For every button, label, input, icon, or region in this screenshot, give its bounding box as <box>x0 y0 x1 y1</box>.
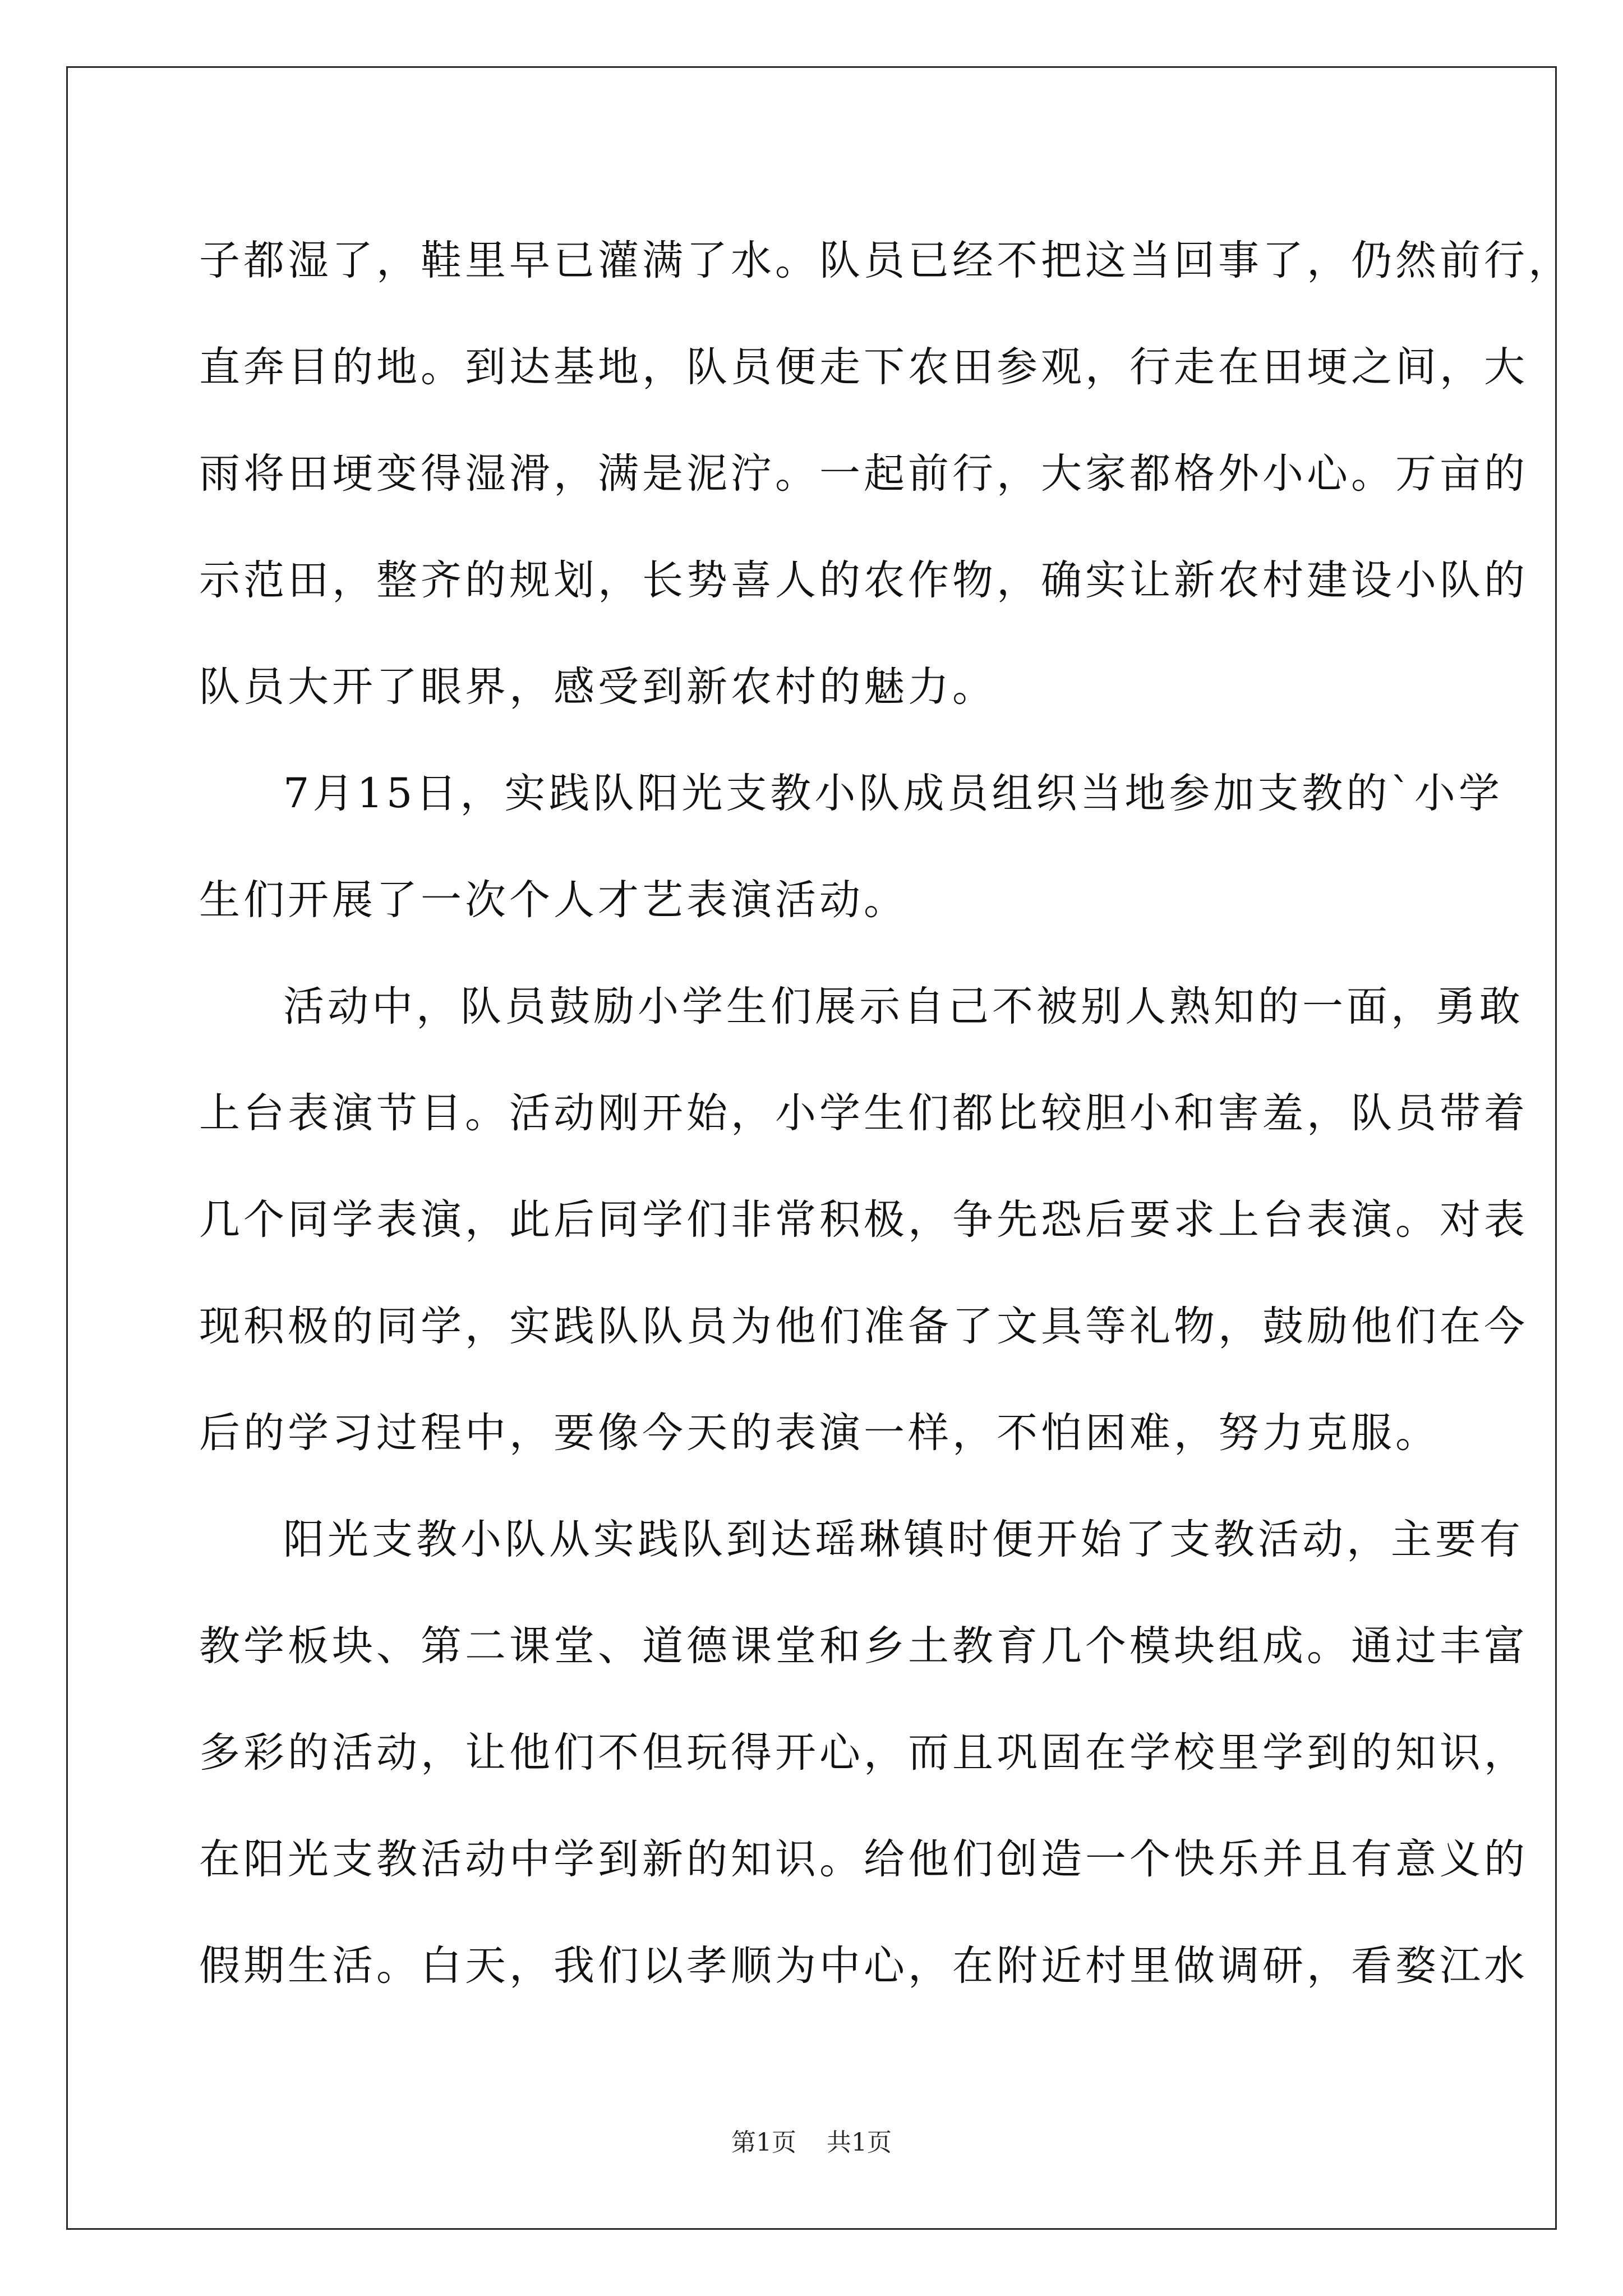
text-line: 子都湿了，鞋里早已灌满了水。队员已经不把这当回事了，仍然前行， <box>199 237 1573 284</box>
document-body <box>199 208 1573 2019</box>
text-line: 多彩的活动，让他们不但玩得开心，而且巩固在学校里学到的知识， <box>199 1729 1528 1777</box>
page-footer <box>0 2126 1623 2160</box>
text-line: 雨将田埂变得湿滑，满是泥泞。一起前行，大家都格外小心。万亩的 <box>199 450 1528 498</box>
text-line: 上台表演节目。活动刚开始，小学生们都比较胆小和害羞，队员带着 <box>199 1089 1528 1137</box>
text-line: 阳光支教小队从实践队到达瑶琳镇时便开始了支教活动，主要有 <box>283 1516 1524 1563</box>
text-line: 几个同学表演，此后同学们非常积极，争先恐后要求上台表演。对表 <box>199 1196 1528 1244</box>
text-line: 生们开展了一次个人才艺表演活动。 <box>199 876 908 924</box>
text-line: 示范田，整齐的规划，长势喜人的农作物，确实让新农村建设小队的 <box>199 556 1528 604</box>
text-line: 7月15日，实践队阳光支教小队成员组织当地参加支教的`小学 <box>283 770 1503 817</box>
page-total: 共1页 <box>827 2128 892 2157</box>
text-line: 后的学习过程中，要像今天的表演一样，不怕困难，努力克服。 <box>199 1409 1440 1457</box>
page-number: 第1页 <box>731 2128 796 2157</box>
text-line: 在阳光支教活动中学到新的知识。给他们创造一个快乐并且有意义的 <box>199 1835 1528 1883</box>
text-line: 教学板块、第二课堂、道德课堂和乡土教育几个模块组成。通过丰富 <box>199 1622 1528 1670</box>
text-line: 活动中，队员鼓励小学生们展示自己不被别人熟知的一面，勇敢 <box>283 983 1524 1030</box>
text-line: 队员大开了眼界，感受到新农村的魅力。 <box>199 663 997 711</box>
text-line: 假期生活。白天，我们以孝顺为中心，在附近村里做调研，看婺江水 <box>199 1942 1528 1990</box>
text-line: 现积极的同学，实践队队员为他们准备了文具等礼物，鼓励他们在今 <box>199 1303 1528 1350</box>
text-line: 直奔目的地。到达基地，队员便走下农田参观，行走在田埂之间，大 <box>199 343 1528 391</box>
